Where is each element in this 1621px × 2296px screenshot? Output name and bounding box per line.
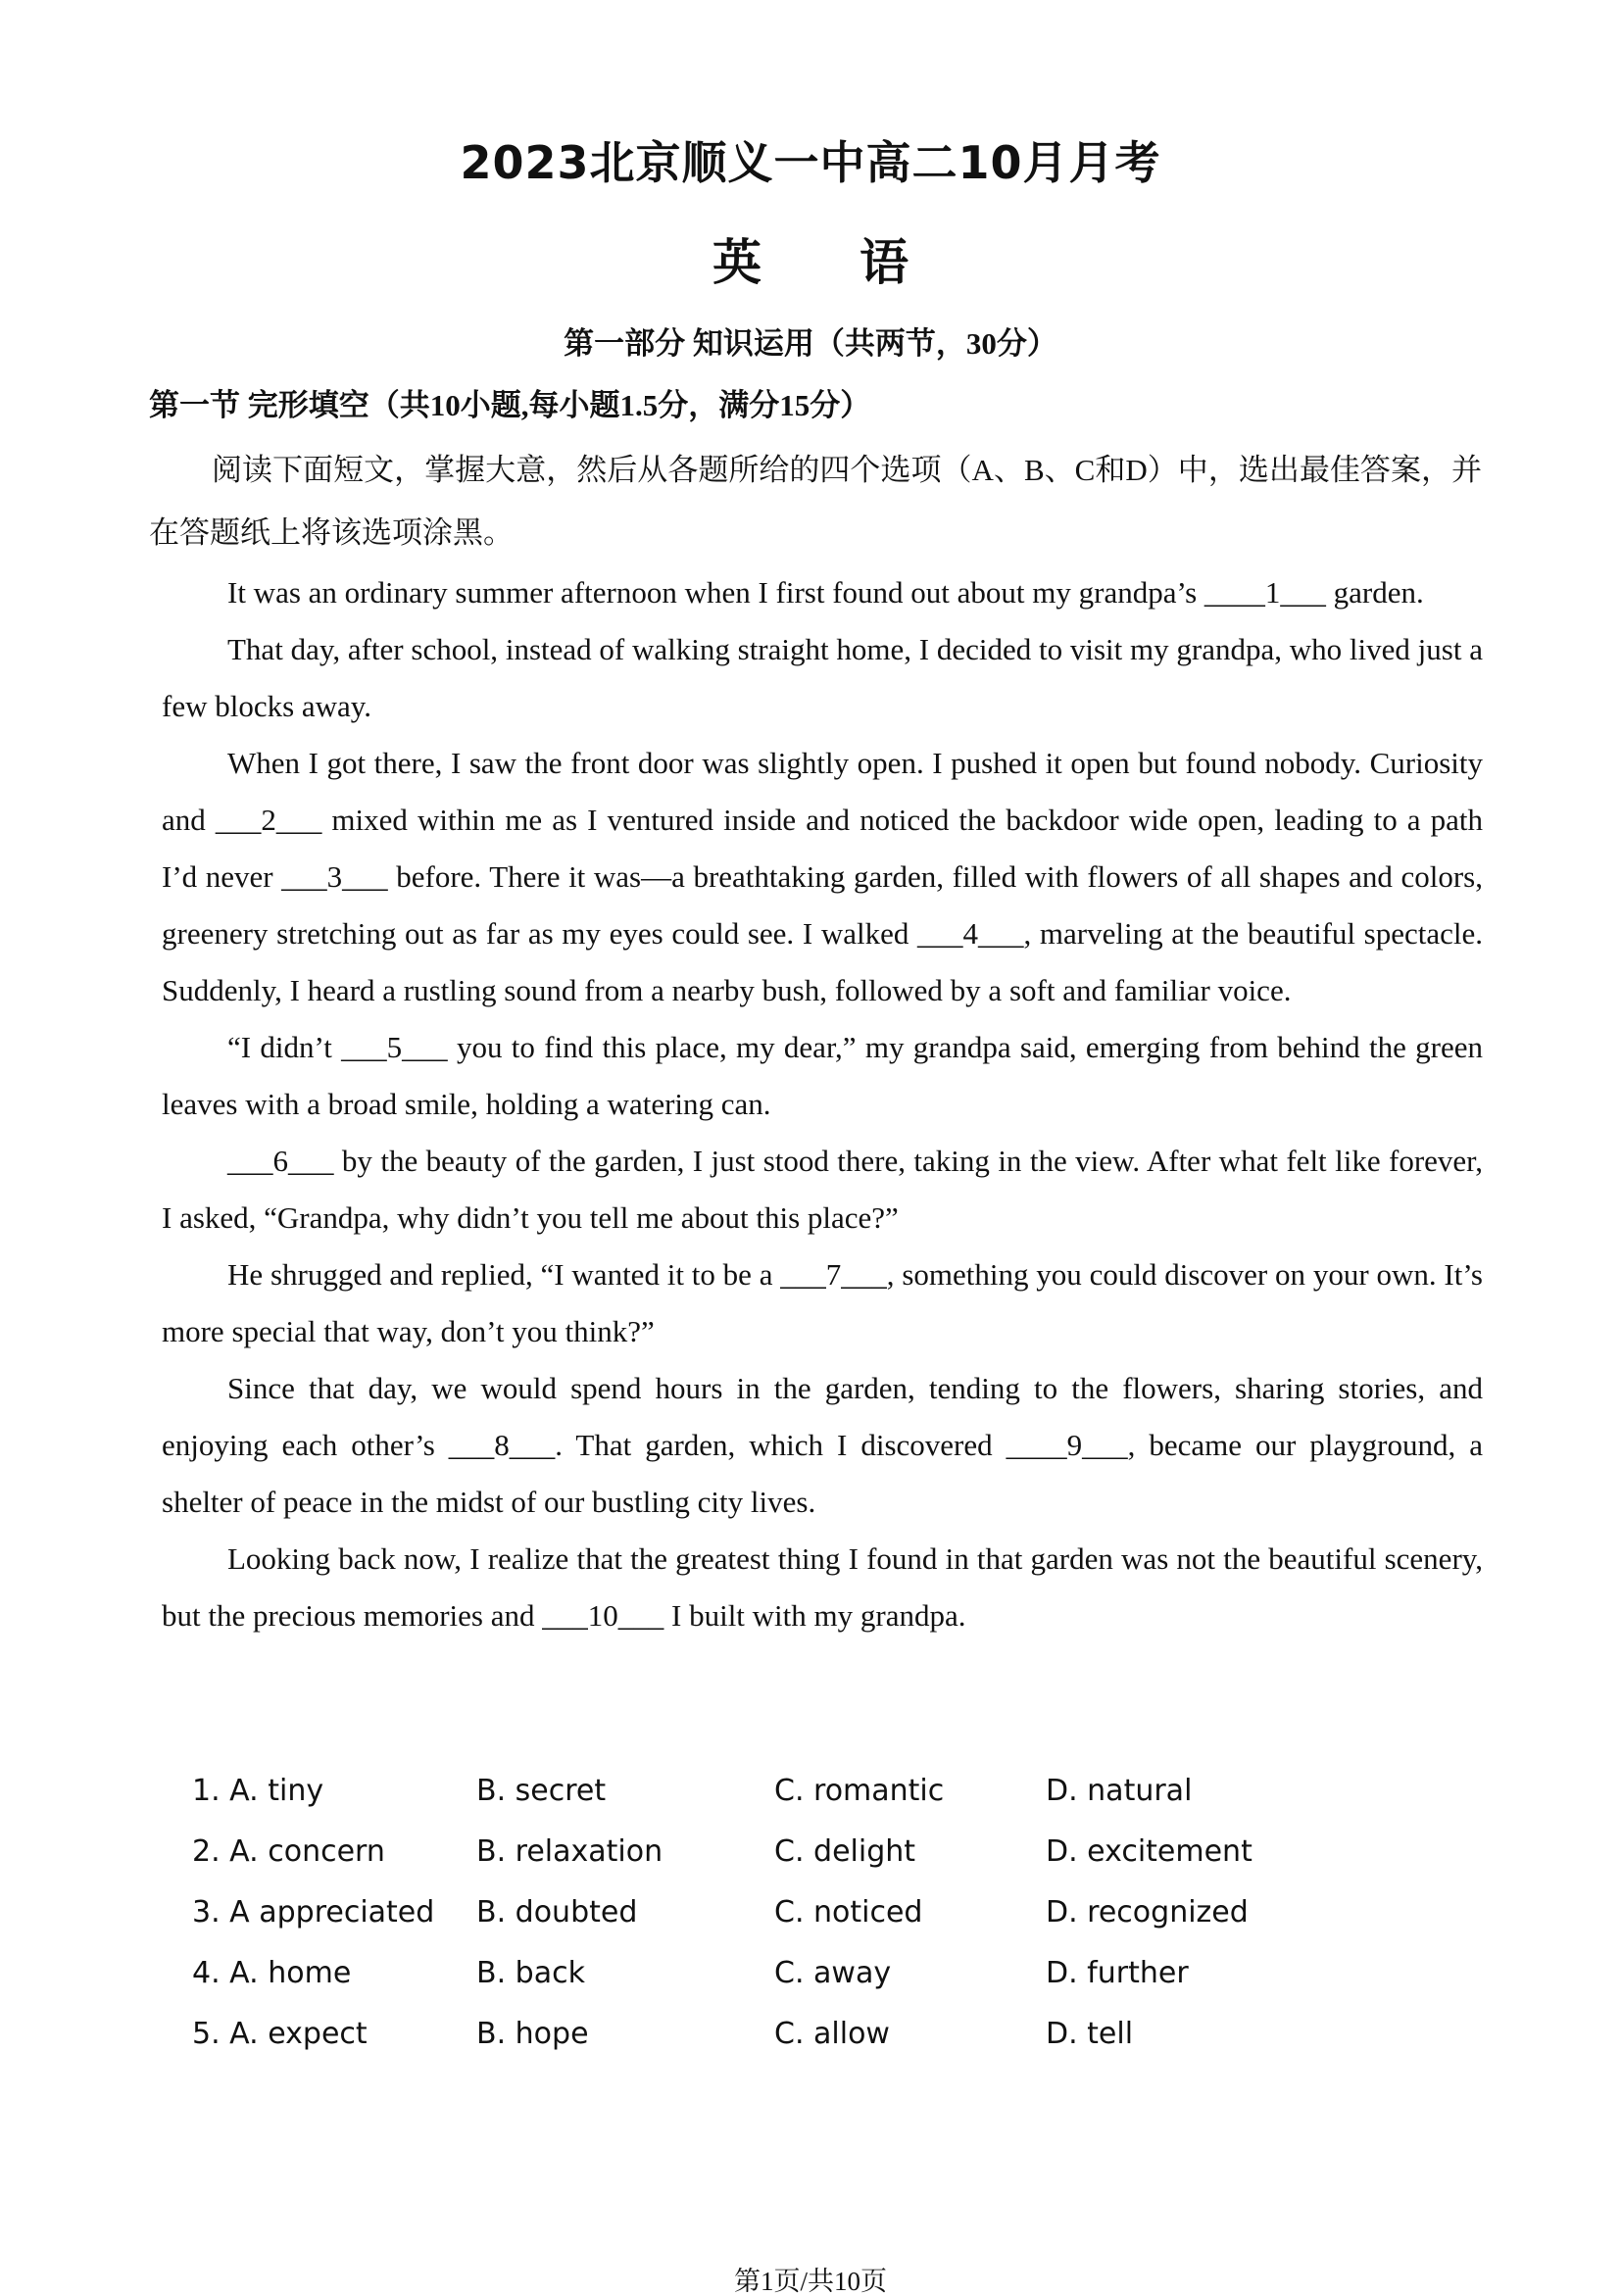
question-options-4	[192, 1942, 1291, 2003]
passage-paragraph: “I didn’t ___5___ you to find this place, my dear,” my grandpa said, emerging from behind the green leaves with a broad smile, holding a watering can.	[162, 1030, 1483, 1121]
option-b: B. hope	[476, 2016, 589, 2051]
option-d: D. further	[1046, 1955, 1189, 1990]
section-instructions: 阅读下面短文，掌握大意，然后从各题所给的四个选项（A、B、C和D）中，选出最佳答案，并在答题纸上将该选项涂黑。	[149, 453, 1482, 550]
exam-title: 2023北京顺义一中高二10月月考	[460, 136, 1161, 189]
option-c: C. allow	[774, 2016, 890, 2051]
passage-paragraph: It was an ordinary summer afternoon when I first found out about my grandpa’s ____1___ garden.	[227, 575, 1424, 610]
option-d: D. recognized	[1046, 1894, 1249, 1930]
passage-paragraph: That day, after school, instead of walking straight home, I decided to visit my grandpa, who lived just a few blocks away.	[162, 632, 1483, 723]
passage-paragraph: When I got there, I saw the front door was slightly open. I pushed it open but found nobody. Curiosity and ___2___ mixed within me as I ventured inside and noticed the backdoor wide open, leading to a path I’d never ___3___ before. There it was—a breathtaking garden, filled with flowers of all shapes and colors, greenery stretching out as far as my eyes could see. I walked ___4___, marveling at the beautiful spectacle. Suddenly, I heard a rustling sound from a nearby bush, followed by a soft and familiar voice.	[162, 746, 1483, 1007]
option-c: C. noticed	[774, 1894, 923, 1930]
option-a: 1. A. tiny	[192, 1773, 324, 1808]
option-d: D. tell	[1046, 2016, 1134, 2051]
option-a: 3. A appreciated	[192, 1894, 435, 1930]
option-a: 5. A. expect	[192, 2016, 368, 2051]
option-b: B. relaxation	[476, 1833, 663, 1869]
section-title: 第一节 完形填空（共10小题,每小题1.5分，满分15分）	[149, 388, 871, 422]
passage-paragraph: ___6___ by the beauty of the garden, I just stood there, taking in the view. After what felt like forever, I asked, “Grandpa, why didn’t you tell me about this place?”	[162, 1144, 1483, 1235]
passage-paragraph: Looking back now, I realize that the greatest thing I found in that garden was not the beautiful scenery, but the precious memories and ___10___ I built with my grandpa.	[162, 1541, 1483, 1633]
question-options-5	[192, 2003, 1291, 2064]
option-d: D. natural	[1046, 1773, 1193, 1808]
passage-paragraph: Since that day, we would spend hours in the garden, tending to the flowers, sharing stories, and enjoying each other’s ___8___. That garden, which I discovered ____9___, became our playground, a shelter of peace in the midst of our bustling city lives.	[162, 1371, 1483, 1519]
option-d: D. excitement	[1046, 1833, 1253, 1869]
option-c: C. romantic	[774, 1773, 945, 1808]
cloze-passage	[162, 564, 1483, 1644]
question-options-1	[192, 1760, 1291, 1821]
option-a: 2. A. concern	[192, 1833, 385, 1869]
answer-options	[192, 1760, 1291, 2064]
option-b: B. doubted	[476, 1894, 638, 1930]
question-options-3	[192, 1881, 1291, 1942]
passage-paragraph: He shrugged and replied, “I wanted it to be a ___7___, something you could discover on your own. It’s more special that way, don’t you think?”	[162, 1257, 1483, 1348]
option-c: C. away	[774, 1955, 892, 1990]
option-a: 4. A. home	[192, 1955, 352, 1990]
option-b: B. back	[476, 1955, 585, 1990]
part-title: 第一部分 知识运用（共两节，30分）	[564, 326, 1057, 361]
question-options-2	[192, 1821, 1291, 1881]
option-b: B. secret	[476, 1773, 607, 1808]
option-c: C. delight	[774, 1833, 916, 1869]
page-number: 第1页/共10页	[733, 2267, 887, 2296]
subject-title: 英语	[712, 234, 1007, 291]
